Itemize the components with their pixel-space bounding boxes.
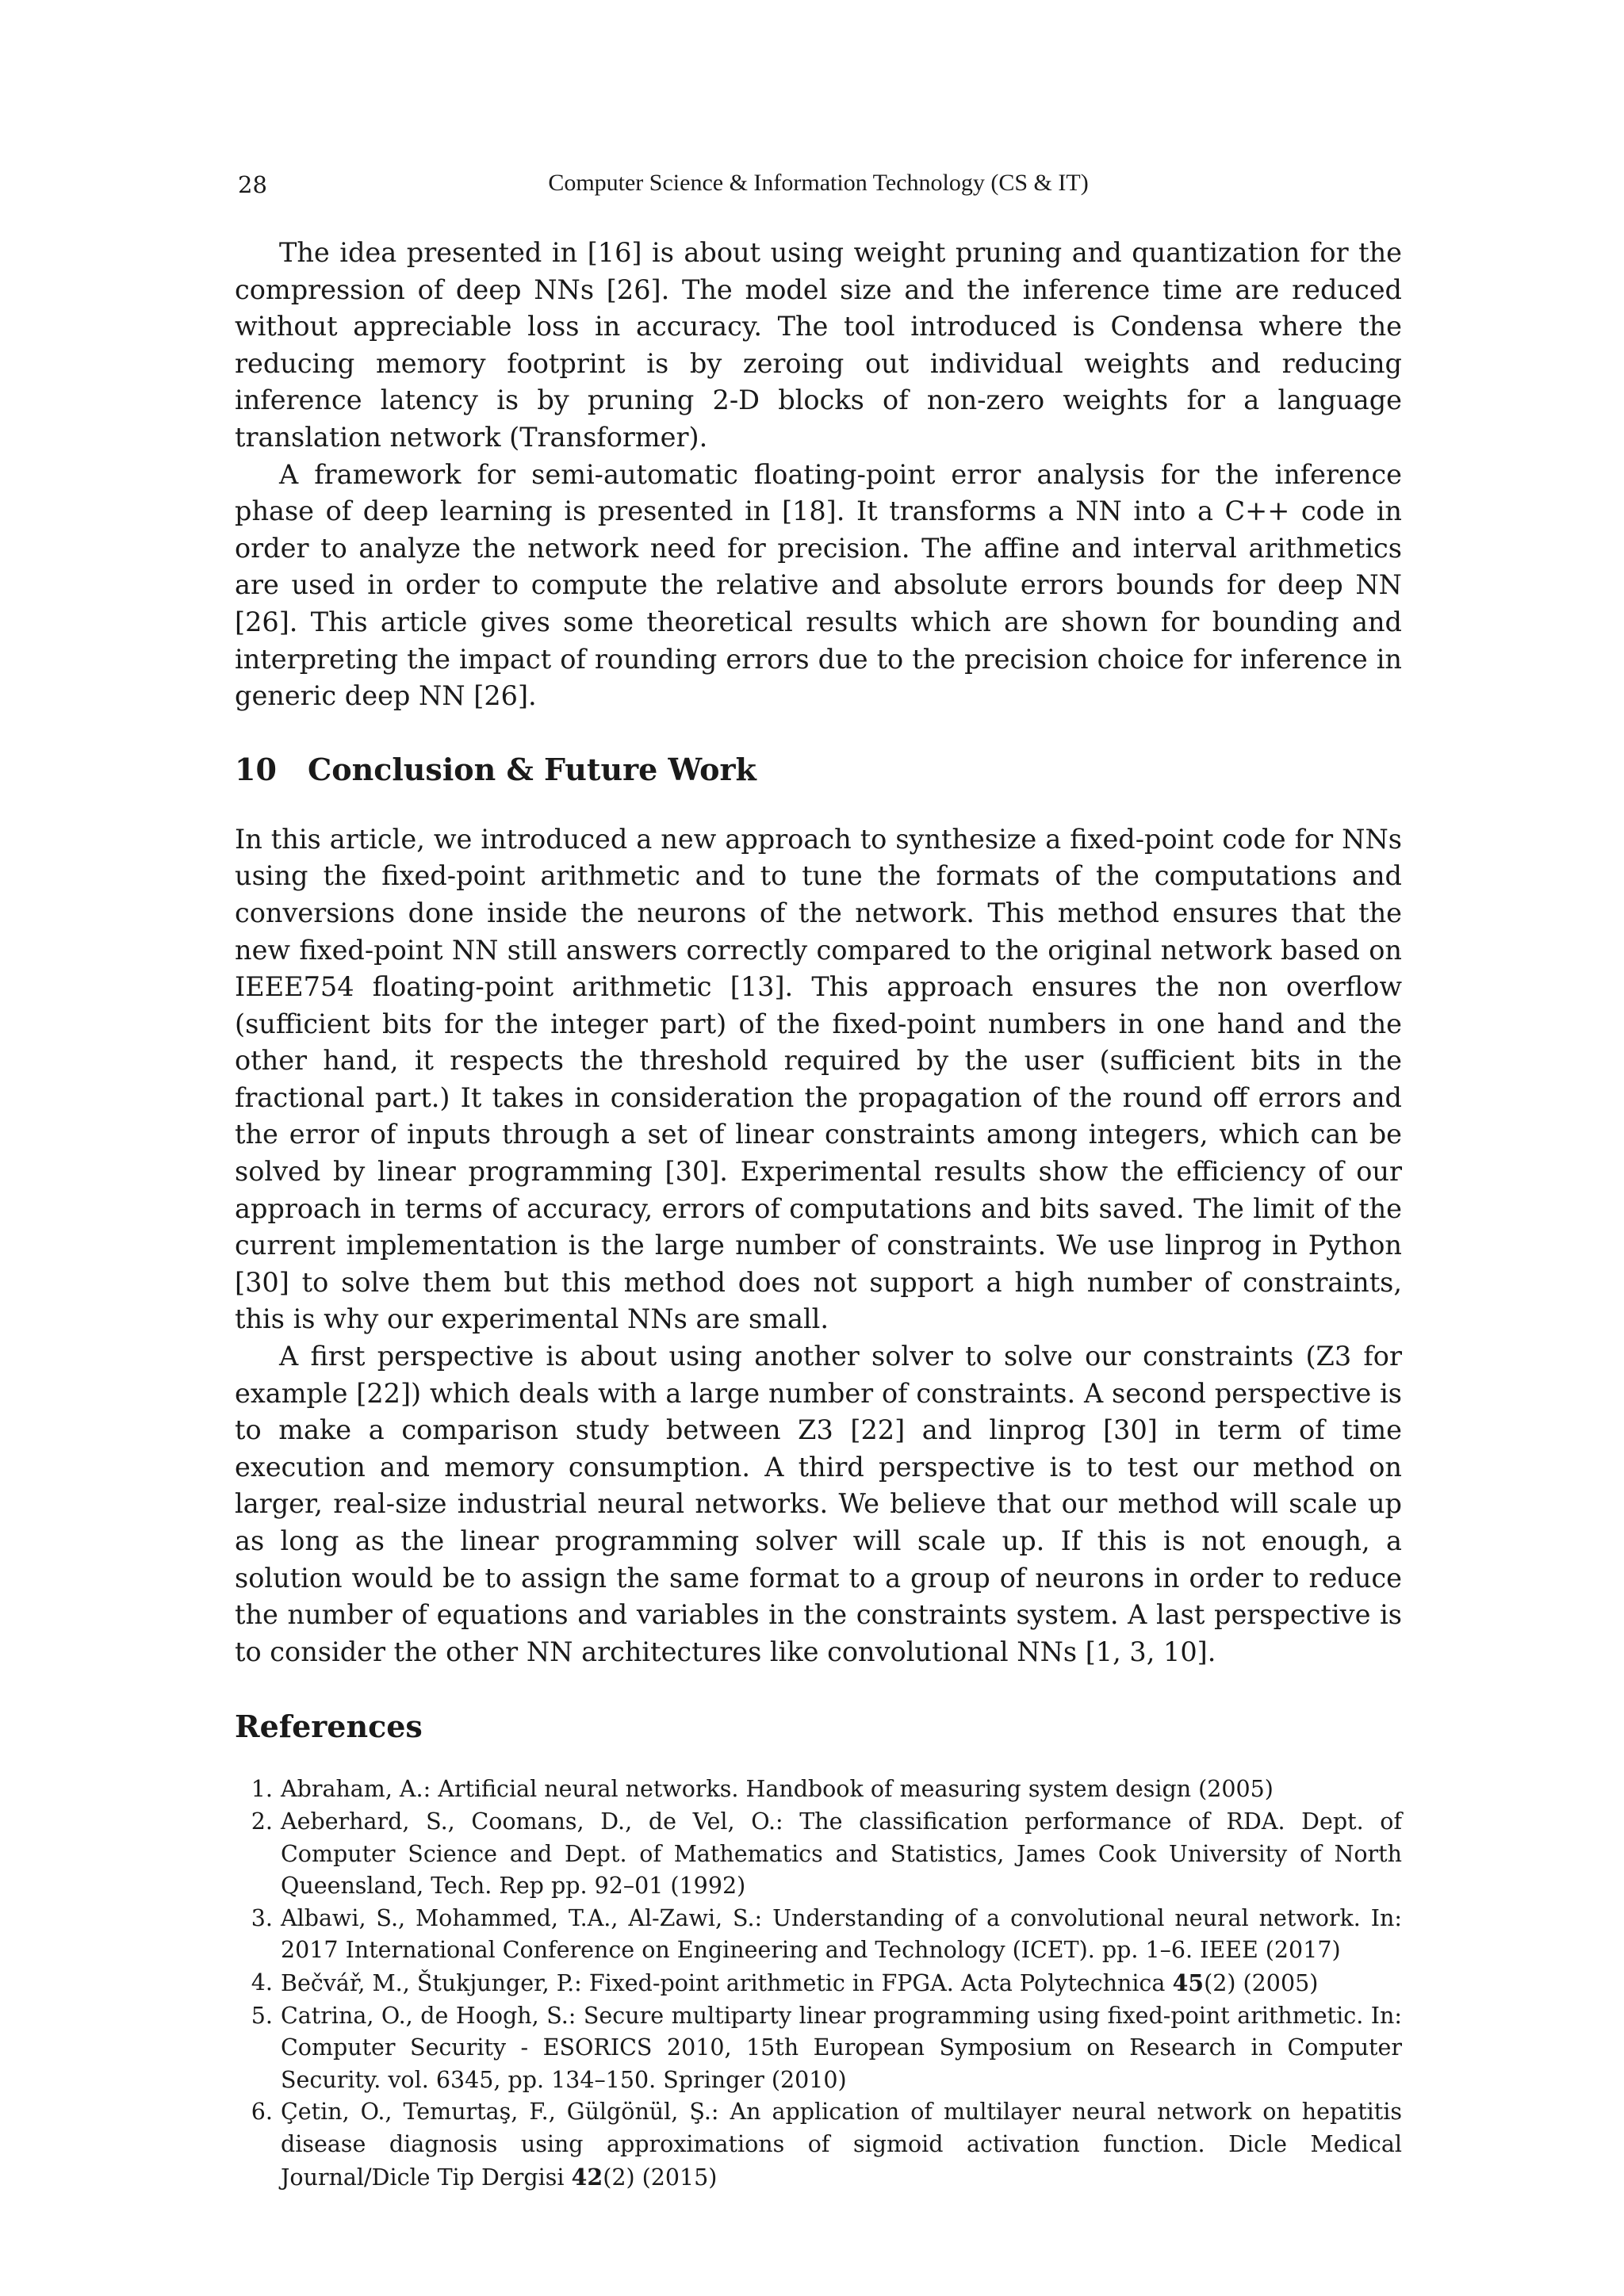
reference-number: 4.: [251, 1969, 273, 1996]
reference-item: [235, 2096, 1402, 2194]
reference-item: [235, 2000, 1402, 2097]
page-number: 28: [238, 171, 267, 198]
reference-text: Çetin, O., Temurtaş, F., Gülgönül, Ş.: An application of multilayer neural network on hepatitis disease diagnosis using approximations of sigmoid activation function. Dicle Medical Journal/Dicle Tip Dergisi: [281, 2099, 1402, 2191]
body-paragraph: A first perspective is about using another solver to solve our constraints (Z3 for example [22]) which deals with a large number of constraints. A second perspective is to make a comparison study between Z3 [22] and linprog [30] in term of time execution and memory consumption. A third perspective is to test our method on larger, real-size industrial neural networks. We believe that our method will scale up as long as the linear programming solver will scale up. If this is not enough, a solution would be to assign the same format to a group of neurons in order to reduce the number of equations and variables in the constraints system. A last perspective is to consider the other NN architectures like convolutional NNs [1, 3, 10].: [235, 1341, 1402, 1667]
body-paragraph: In this article, we introduced a new approach to synthesize a fixed-point code for NNs using the fixed-point arithmetic and to tune the formats of the computations and conversions done inside the neurons of the network. This method ensures that the new fixed-point NN still answers correctly compared to the original network based on IEEE754 floating-point arithmetic [13]. This approach ensures the non overflow (sufficient bits for the integer part) of the fixed-point numbers in one hand and the other hand, it respects the threshold required by the user (sufficient bits in the fractional part.) It takes in consideration the propagation of the round off errors and the error of inputs through a set of linear constraints among integers, which can be solved by linear programming [30]. Experimental results show the efficiency of our approach in terms of accuracy, errors of computations and bits saved. The limit of the current implementation is the large number of constraints. We use linprog in Python [30] to solve them but this method does not support a high number of constraints, this is why our experimental NNs are small.: [235, 823, 1402, 1335]
reference-item: [235, 1903, 1402, 1967]
reference-text-tail: (2) (2015): [603, 2164, 718, 2191]
reference-volume: 45: [1172, 1969, 1205, 1996]
reference-number: 3.: [251, 1904, 273, 1931]
reference-item: [235, 1806, 1402, 1903]
body-paragraph: The idea presented in [16] is about using weight pruning and quantization for the compression of deep NNs [26]. The model size and the inference time are reduced without appreciable loss in accuracy. The tool introduced is Condensa where the reducing memory footprint is by zeroing out individual weights and reducing inference latency is by pruning 2-D blocks of non-zero weights for a language translation network (Transformer).: [235, 237, 1402, 453]
reference-number: 2.: [251, 1808, 273, 1835]
reference-number: 1.: [251, 1776, 273, 1803]
running-head: [235, 168, 1402, 208]
section-heading: [235, 750, 1402, 790]
reference-text: Aeberhard, S., Coomans, D., de Vel, O.: The classification performance of RDA. Dept. of Computer Science and Dept. of Mathematics and Statistics, James Cook University of North Queensland, Tech. Rep pp. 92–01 (1992): [281, 1808, 1402, 1900]
reference-volume: 42: [571, 2163, 603, 2191]
references-heading: References: [235, 1709, 423, 1745]
reference-item: [235, 1774, 1402, 1806]
reference-text: Catrina, O., de Hoogh, S.: Secure multiparty linear programming using fixed-point arithmetic. In: Computer Security - ESORICS 2010, 15th European Symposium on Research in Computer Security. vol. 6345, pp. 134–150. Springer (2010): [281, 2002, 1402, 2093]
reference-list: [235, 1774, 1402, 2194]
reference-item: [235, 1967, 1402, 2000]
reference-text-tail: (2) (2005): [1204, 1969, 1319, 1996]
section-title: Conclusion & Future Work: [308, 751, 756, 787]
reference-text: Abraham, A.: Artificial neural networks. Handbook of measuring system design (2005): [281, 1776, 1274, 1803]
section-number: 10: [235, 751, 277, 787]
body-paragraph: A framework for semi-automatic floating-point error analysis for the inference phase of deep learning is presented in [18]. It transforms a NN into a C++ code in order to analyze the network need for precision. The affine and interval arithmetics are used in order to compute the relative and absolute errors bounds for deep NN [26]. This article gives some theoretical results which are shown for bounding and interpreting the impact of rounding errors due to the precision choice for inference in generic deep NN [26].: [235, 458, 1402, 712]
reference-text: Albawi, S., Mohammed, T.A., Al-Zawi, S.: Understanding of a convolutional neural network. In: 2017 International Conference on Engineering and Technology (ICET). pp. 1–6. IEEE (2017): [281, 1904, 1402, 1964]
reference-text: Bečvář, M., Štukjunger, P.: Fixed-point arithmetic in FPGA. Acta Polytechnica: [281, 1969, 1173, 1996]
page-body: [235, 235, 1402, 2194]
journal-title: Computer Science & Information Technology (CS & IT): [548, 170, 1089, 196]
reference-number: 6.: [251, 2099, 273, 2126]
reference-number: 5.: [251, 2002, 273, 2029]
